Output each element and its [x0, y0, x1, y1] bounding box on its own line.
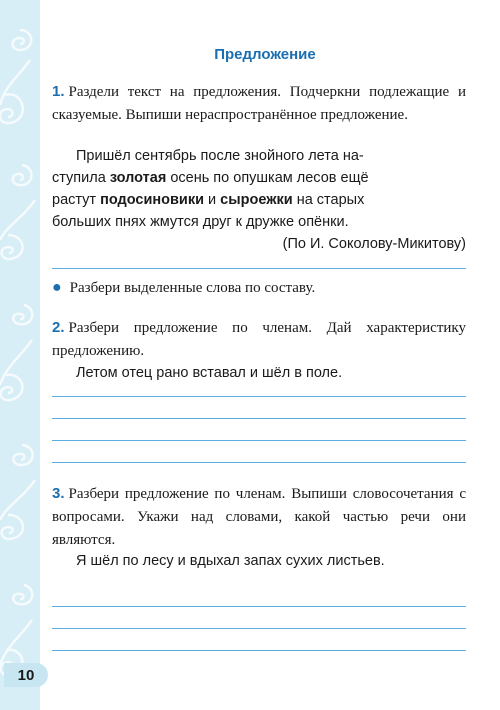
highlighted-word: подосиновики — [100, 192, 204, 208]
answer-line[interactable] — [52, 440, 466, 441]
answer-line[interactable] — [52, 396, 466, 397]
task-2-instruction — [52, 316, 466, 363]
answer-line[interactable] — [52, 628, 466, 629]
task-1-instruction-text: Раздели текст на предложения. Подчеркни подлежащие и сказуемые. Выпиши нераспространённое предложение. — [52, 84, 466, 123]
task-1-text-line: Пришёл сентябрь после знойного лета на- — [76, 148, 364, 164]
task-2-instruction-text: Разбери предложение по членам. Дай характеристику предложению. — [52, 320, 466, 359]
answer-line[interactable] — [52, 268, 466, 269]
highlighted-word: сыроежки — [220, 192, 293, 208]
bullet-task — [52, 276, 466, 300]
decorative-side-strip — [0, 0, 40, 710]
task-1-text-line: ступила золотая осень по опушкам лесов ещё — [52, 170, 369, 186]
page-title: Предложение — [214, 46, 316, 63]
task-1-text-line: растут подосиновики и сыроежки на старых — [52, 192, 365, 208]
bullet-task-text: Разбери выделенные слова по составу. — [69, 280, 316, 296]
answer-line[interactable] — [52, 606, 466, 607]
task-1-text — [52, 145, 466, 255]
task-3-instruction — [52, 482, 466, 552]
task-1-source: (По И. Соколову-Микитову) — [282, 236, 466, 252]
task-1-instruction — [52, 80, 466, 127]
page-number: 10 — [4, 663, 48, 687]
swirl-pattern-icon — [0, 0, 40, 710]
bullet-dot-icon: ● — [52, 279, 62, 296]
highlighted-word: золотая — [109, 170, 167, 186]
answer-line[interactable] — [52, 418, 466, 419]
task-3-number: 3. — [52, 485, 65, 502]
task-3-instruction-text: Разбери предложение по членам. Выпиши словосочетания с вопросами. Укажи над словами, какой частью речи они являются. — [52, 486, 466, 548]
task-1-number: 1. — [52, 83, 65, 100]
answer-line[interactable] — [52, 462, 466, 463]
task-2-number: 2. — [52, 319, 65, 336]
task-1-text-line: больших пнях жмутся друг к дружке опёнки. — [52, 214, 349, 230]
task-3-sentence: Я шёл по лесу и вдыхал запах сухих листьев. — [76, 553, 385, 569]
task-2-sentence: Летом отец рано вставал и шёл в поле. — [76, 365, 343, 381]
answer-line[interactable] — [52, 650, 466, 651]
